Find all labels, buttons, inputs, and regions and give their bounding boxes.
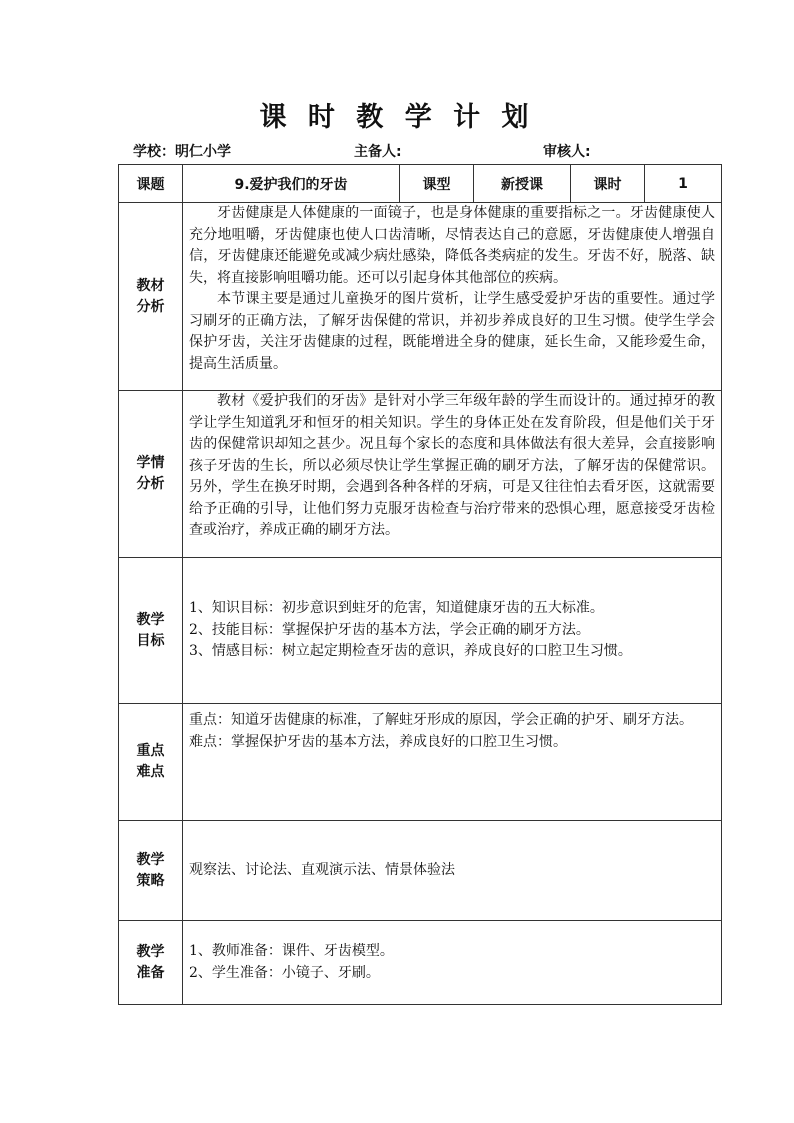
teaching-strategy-content — [183, 821, 722, 921]
textbook-paragraph-2: 本节课主要是通过儿童换牙的图片赏析，让学生感受爱护牙齿的重要性。通过学习刷牙的正确方法，了解牙齿保健的常识，并初步养成良好的卫生习惯。使学生学会保护牙齿，关注牙齿健康的过程，既能增进全身的健康，延长生命，又能珍爱生命，提高生活质量。 — [189, 291, 715, 372]
page-title: 课 时 教 学 计 划 — [259, 102, 535, 133]
key-difficult-row — [119, 704, 722, 821]
goal-item: 3、情感目标：树立起定期检查牙齿的意识，养成良好的口腔卫生习惯。 — [189, 643, 632, 660]
teaching-goals-content — [183, 558, 722, 704]
label-line: 教学 — [136, 943, 165, 960]
label-line: 难点 — [136, 764, 165, 780]
type-value: 新授课 — [474, 165, 571, 203]
preparer-label: 主备人: — [354, 144, 402, 160]
school-label: 学校：明仁小学 — [133, 144, 231, 160]
learner-analysis-label — [119, 391, 183, 558]
teaching-strategy-label — [119, 821, 183, 921]
prep-item: 1、教师准备：课件、牙齿模型。 — [189, 943, 394, 959]
teaching-prep-label — [119, 921, 183, 1005]
teaching-goals-row — [119, 558, 722, 704]
teaching-prep-row — [119, 921, 722, 1005]
learner-analysis-content — [183, 391, 722, 558]
label-line: 学情 — [136, 455, 165, 471]
topic-label: 课题 — [119, 165, 183, 203]
topic-value: 9.爱护我们的牙齿 — [183, 165, 400, 203]
lesson-plan-table — [118, 164, 722, 1005]
topic-row — [119, 165, 722, 203]
learner-paragraph: 教材《爱护我们的牙齿》是针对小学三年级年龄的学生而设计的。通过掉牙的教学让学生知道乳牙和恒牙的相关知识。学生的身体正处在发育阶段，但是他们关于牙齿的保健常识却知之甚少。况且每个家长的态度和具体做法有很大差异，会直接影响孩子牙齿的生长，所以必须尽快让学生掌握正确的刷牙方法，了解牙齿的保健常识。另外，学生在换牙时期，会遇到各种各样的牙病，可是又往往怕去看牙医，这就需要给予正确的引导，让他们努力克服牙齿检查与治疗带来的恐惧心理，愿意接受牙齿检查或治疗，养成正确的刷牙方法。 — [189, 393, 715, 538]
teaching-strategy-row — [119, 821, 722, 921]
textbook-analysis-label — [119, 203, 183, 391]
label-line: 教学 — [136, 851, 165, 868]
strategy-value: 观察法、讨论法、直观演示法、情景体验法 — [189, 861, 455, 878]
key-difficult-label — [119, 704, 183, 821]
key-difficult-content — [183, 704, 722, 821]
reviewer-label: 审核人: — [543, 144, 591, 160]
label-line: 教材 — [136, 277, 165, 294]
label-line: 分析 — [136, 476, 165, 492]
difficult-point: 难点：掌握保护牙齿的基本方法，养成良好的口腔卫生习惯。 — [189, 733, 567, 750]
teaching-goals-label — [119, 558, 183, 704]
goal-item: 1、知识目标：初步意识到蛀牙的危害，知道健康牙齿的五大标准。 — [189, 600, 604, 617]
textbook-analysis-row — [119, 203, 722, 391]
label-line: 策略 — [136, 872, 165, 889]
goal-item: 2、技能目标：掌握保护牙齿的基本方法，学会正确的刷牙方法。 — [189, 621, 590, 638]
label-line: 准备 — [136, 964, 165, 981]
label-line: 分析 — [136, 298, 165, 315]
label-line: 教学 — [136, 611, 165, 628]
learner-analysis-row — [119, 391, 722, 558]
hours-value: 1 — [645, 165, 722, 203]
hours-label: 课时 — [571, 165, 645, 203]
textbook-analysis-content — [183, 203, 722, 391]
label-line: 目标 — [136, 632, 165, 649]
type-label: 课型 — [400, 165, 474, 203]
teaching-prep-content — [183, 921, 722, 1005]
textbook-paragraph-1: 牙齿健康是人体健康的一面镜子，也是身体健康的重要指标之一。牙齿健康使人充分地咀嚼，牙齿健康也使人口齿清晰，尽情表达自己的意愿，牙齿健康使人增强自信，牙齿健康还能避免或减少病灶感染，降低各类病症的发生。牙齿不好，脱落、缺失，将直接影响咀嚼功能。还可以引起身体其他部位的疾病。 — [189, 205, 715, 286]
prep-item: 2、学生准备：小镜子、牙刷。 — [189, 964, 380, 981]
label-line: 重点 — [136, 743, 165, 759]
key-point: 重点：知道牙齿健康的标准，了解蛀牙形成的原因，学会正确的护牙、刷牙方法。 — [189, 712, 693, 728]
